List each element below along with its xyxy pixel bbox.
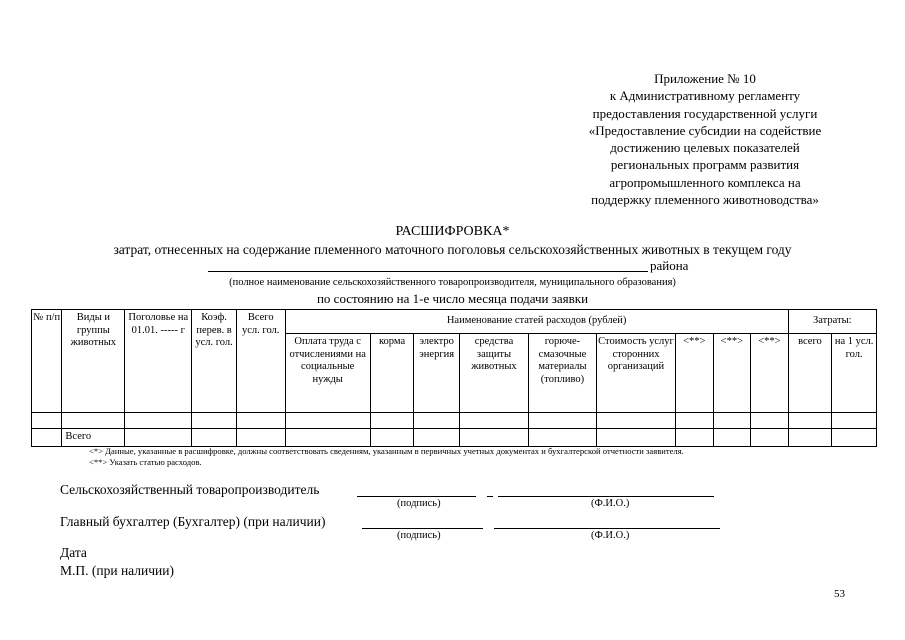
header-costs-group: Затраты: (788, 310, 876, 334)
producer-signature-line[interactable] (357, 495, 476, 497)
appendix-line: Приложение № 10 (654, 71, 756, 86)
appendix-line: «Предоставление субсидии на содействие (588, 122, 822, 138)
table-cell[interactable] (596, 413, 675, 429)
expense-table (31, 309, 877, 447)
appendix-line: достижению целевых показателей (610, 140, 800, 156)
table-cell[interactable] (236, 429, 285, 447)
table-cell[interactable] (192, 413, 237, 429)
table-cell[interactable] (32, 413, 62, 429)
footnotes (89, 446, 684, 468)
table-cell[interactable] (832, 429, 877, 447)
appendix-line: агропромышленного комплекса на (609, 174, 801, 190)
table-cell[interactable] (125, 413, 192, 429)
header-other-2: <**> (713, 334, 751, 413)
document-subtitle: затрат, отнесенных на содержание племенного маточного поголовья сельскохозяйственных животных в текущем году (113, 242, 792, 257)
document-title: РАСШИФРОВКА* (395, 224, 510, 239)
region-fill-line[interactable] (208, 258, 648, 272)
table-cell[interactable] (528, 413, 596, 429)
table-cell[interactable] (751, 429, 789, 447)
appendix-line: региональных программ развития (610, 157, 800, 173)
table-cell[interactable] (596, 429, 675, 447)
header-wages: Оплата труда с отчислениями на социальные нужды (285, 334, 370, 413)
table-cell[interactable] (713, 429, 751, 447)
table-cell[interactable] (460, 413, 529, 429)
appendix-line: предоставления государственной услуги (592, 105, 818, 121)
header-services: Стоимость услуг сторонних организаций (596, 334, 675, 413)
header-expense-group: Наименование статей расходов (рублей) (285, 310, 788, 334)
producer-label: Сельскохозяйственный товаропроизводитель (60, 482, 320, 497)
header-cost-per-unit: на 1 усл. гол. (832, 334, 877, 413)
table-cell[interactable] (285, 413, 370, 429)
accountant-name-line[interactable] (494, 527, 720, 529)
accountant-signature-caption: (подпись) (397, 530, 441, 541)
page-number: 53 (834, 588, 845, 600)
table-cell[interactable] (285, 429, 370, 447)
total-row-label: Всего (62, 429, 125, 447)
table-cell[interactable] (460, 429, 529, 447)
table-cell[interactable] (62, 413, 125, 429)
producer-name-line[interactable] (498, 495, 714, 497)
header-headcount: Поголовье на 01.01. ----- г (125, 310, 192, 413)
table-row (32, 413, 877, 429)
table-cell[interactable] (788, 413, 832, 429)
table-cell[interactable] (236, 413, 285, 429)
header-protection: средства защиты животных (460, 334, 529, 413)
footnote: <**> Указать статью расходов. (89, 457, 202, 467)
producer-signature-caption: (подпись) (397, 498, 441, 509)
table-cell[interactable] (676, 413, 714, 429)
table-cell[interactable] (414, 413, 460, 429)
header-species: Виды и группы животных (62, 310, 125, 413)
region-word: района (650, 258, 689, 273)
table-cell[interactable] (832, 413, 877, 429)
header-electricity: электро энергия (414, 334, 460, 413)
stamp-label: М.П. (при наличии) (60, 563, 174, 578)
header-cost-total: всего (788, 334, 832, 413)
table-cell[interactable] (192, 429, 237, 447)
table-cell[interactable] (676, 429, 714, 447)
producer-dash (487, 495, 493, 497)
header-num: № п/п (32, 310, 62, 413)
table-cell[interactable] (370, 429, 414, 447)
table-cell[interactable] (414, 429, 460, 447)
header-feed: корма (370, 334, 414, 413)
table-total-row (32, 429, 877, 447)
table-cell[interactable] (751, 413, 789, 429)
region-caption: (полное наименование сельскохозяйственного товаропроизводителя, муниципального образования) (229, 277, 676, 288)
table-cell[interactable] (788, 429, 832, 447)
appendix-line: поддержку племенного животноводства» (591, 192, 819, 208)
table-cell[interactable] (713, 413, 751, 429)
appendix-header (560, 70, 850, 208)
header-coefficient: Коэф. перев. в усл. гол. (192, 310, 237, 413)
accountant-signature-line[interactable] (362, 527, 483, 529)
date-label: Дата (60, 545, 87, 560)
header-fuel: горюче-смазочные материалы (топливо) (528, 334, 596, 413)
table-cell[interactable] (370, 413, 414, 429)
table-cell[interactable] (125, 429, 192, 447)
accountant-name-caption: (Ф.И.О.) (591, 530, 630, 541)
table-cell[interactable] (32, 429, 62, 447)
table-cell[interactable] (528, 429, 596, 447)
producer-name-caption: (Ф.И.О.) (591, 498, 630, 509)
appendix-line: к Административному регламенту (609, 88, 801, 104)
date-line: по состоянию на 1-е число месяца подачи заявки (316, 291, 589, 306)
accountant-label: Главный бухгалтер (Бухгалтер) (при наличии) (60, 514, 326, 529)
header-other-1: <**> (676, 334, 714, 413)
header-total-units: Всего усл. гол. (236, 310, 285, 413)
footnote: <*> Данные, указанные в расшифровке, должны соответствовать сведениям, указанным в первичных учетных документах и бухгалтерской отчетности заявителя. (89, 446, 684, 456)
header-other-3: <**> (751, 334, 789, 413)
